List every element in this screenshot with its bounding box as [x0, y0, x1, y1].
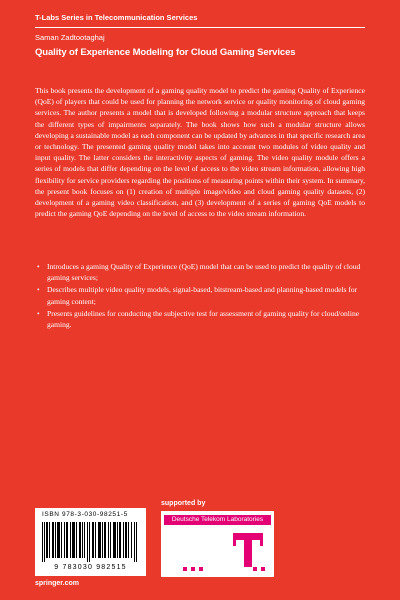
feature-list [35, 261, 365, 331]
feature-item [35, 308, 365, 330]
sponsor-name: Deutsche Telekom Laboratories [164, 515, 271, 525]
bullet-icon: • [37, 285, 40, 295]
feature-item [35, 284, 365, 306]
barcode-icon [42, 522, 138, 562]
author-name: Saman Zadtootaghaj [35, 33, 105, 42]
feature-text: Describes multiple video quality models, signal-based, bitstream-based and planning-based models for gaming content; [47, 285, 358, 306]
feature-text: Introduces a gaming Quality of Experience (QoE) model that can be used to predict the quality of cloud gaming services; [47, 262, 361, 283]
bullet-icon: • [37, 262, 40, 271]
bullet-icon: • [37, 308, 40, 318]
feature-item [35, 261, 365, 283]
sponsor-logo-box [161, 511, 274, 577]
header-rule [35, 27, 365, 28]
barcode-box [35, 508, 146, 576]
supported-by-label: supported by [161, 500, 206, 507]
barcode-digits: 9 783030 982515 [54, 564, 127, 571]
feature-text: Presents guidelines for conducting the subjective test for assessment of gaming quality for cloud/online gaming. [47, 308, 360, 330]
isbn-label: ISBN 978-3-030-98251-5 [42, 511, 128, 518]
telekom-dots-icon [183, 566, 273, 572]
publisher-url[interactable]: springer.com [35, 580, 79, 587]
book-title: Quality of Experience Modeling for Cloud Gaming Services [35, 47, 296, 58]
book-description: This book presents the development of a gaming quality model to predict the gaming Quality of Experience (QoE) of players that could be used for planning the network service or quality monitoring of cloud gaming services. The author presents a model that is developed following a modular structure approach that keeps the different types of impairments separately. The book shows how such a modular structure allows developing a sustainable model as each component can be updated by advances in that specific research area or technology. The presented gaming quality model takes into account two modules of video quality and input quality. The latter considers the interactivity aspects of gaming. The video quality module offers a series of models that differ depending on the level of access to the video stream information, allowing high flexibility for service providers regarding the positions of measuring points within their system. In summary, the present book focuses on (1) creation of multiple image/video and cloud gaming quality datasets, (2) development of a gaming video classification, and (3) development of a series of gaming QoE models to predict the gaming QoE depending on the level of access to the video stream information. [35, 86, 365, 219]
series-name: T-Labs Series in Telecommunication Services [35, 13, 198, 22]
telekom-t-logo-icon [233, 533, 263, 567]
